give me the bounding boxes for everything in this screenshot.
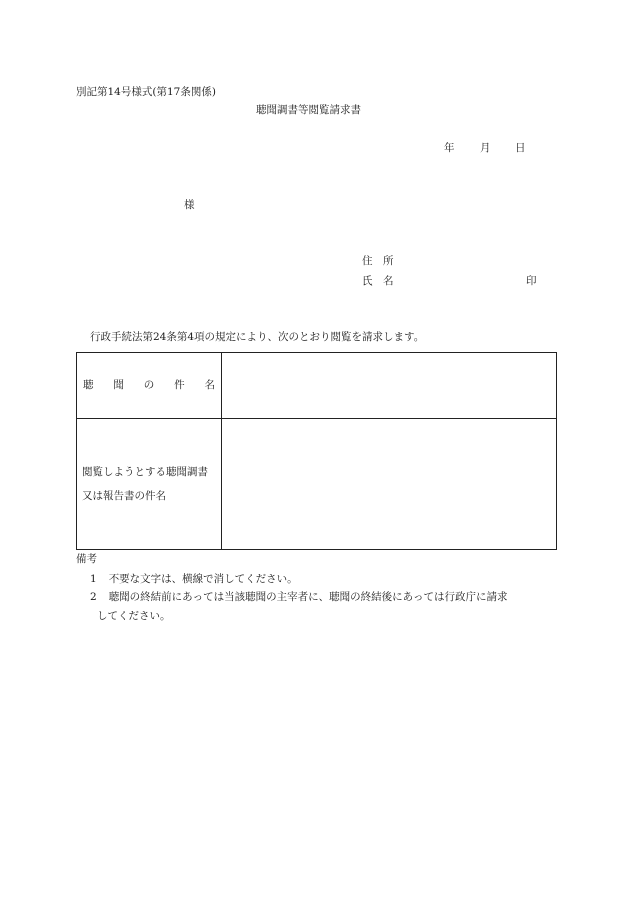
label-char: 聞: [113, 379, 124, 392]
remark-number: 1: [90, 573, 97, 585]
remarks-heading: 備考: [76, 553, 97, 565]
addressee-honorific: 様: [184, 199, 195, 211]
label-char: 名: [204, 379, 215, 392]
remark-item-2: [90, 592, 507, 603]
label-char: 聴: [83, 379, 94, 392]
remark-item-1: [90, 574, 298, 585]
remark-number: 2: [90, 591, 97, 603]
requester-name-label: 氏 名: [362, 275, 394, 287]
date-year-label: 年: [444, 142, 455, 154]
remark-text: 不要な文字は、横線で消してください。: [108, 573, 298, 585]
remark-text: 聴聞の終結前にあっては当該聴聞の主宰者に、聴聞の終結後にあっては行政庁に請求: [108, 591, 508, 603]
remark-item-2-continuation: してください。: [97, 610, 171, 622]
form-number-label: 別記第14号様式(第17条関係): [76, 86, 216, 98]
seal-mark: 印: [526, 275, 537, 287]
hearing-case-name-label: [77, 380, 221, 391]
document-title: 聴聞調書等閲覧請求書: [256, 104, 361, 116]
date-month-label: 月: [480, 142, 491, 154]
label-char: の: [143, 379, 155, 392]
document-name-label-cell: [77, 419, 222, 550]
intro-text: 行政手続法第24条第4項の規定により、次のとおり閲覧を請求します。: [90, 331, 425, 343]
hearing-case-name-label-cell: [77, 353, 222, 419]
document-name-label: 閲覧しようとする聴聞調書又は報告書の件名: [82, 466, 208, 502]
date-day-label: 日: [515, 142, 526, 154]
table-row: [77, 419, 557, 550]
document-name-field[interactable]: [222, 419, 557, 550]
table-row: [77, 353, 557, 419]
request-table: [76, 352, 557, 550]
requester-address-label: 住 所: [362, 255, 394, 267]
hearing-case-name-field[interactable]: [222, 353, 557, 419]
label-char: 件: [174, 379, 185, 392]
